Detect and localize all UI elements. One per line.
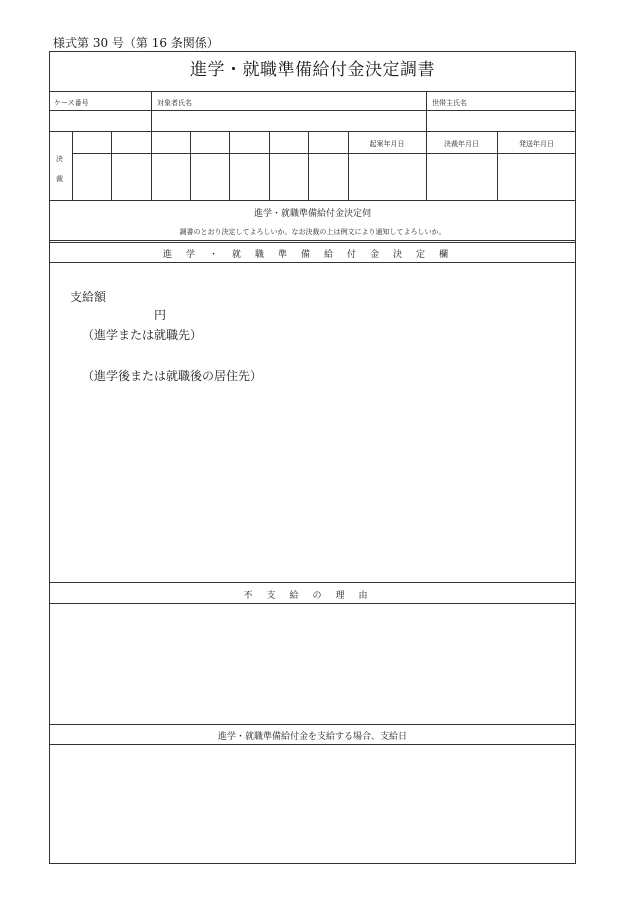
- rule-title-bottom: [49, 91, 576, 92]
- approval-col-3: [151, 131, 152, 200]
- divider-case-subject: [151, 91, 152, 131]
- payment-date-header: 進学・就職準備給付金を支給する場合、支給日: [217, 732, 407, 742]
- approval-date-label: 決裁年月日: [444, 140, 479, 148]
- destination-label: （進学または就職先）: [82, 328, 203, 342]
- rule-paydate-header-bottom: [49, 744, 576, 745]
- non-payment-reason-header: 不支給の理由: [243, 591, 382, 601]
- yen-unit: 円: [154, 308, 167, 322]
- household-head-name-label: 世帯主氏名: [432, 99, 467, 107]
- rule-header-labels-bottom: [49, 110, 576, 111]
- dispatch-date-label: 発送年月日: [519, 140, 554, 148]
- form-number-caption: 様式第 30 号（第 16 条関係）: [53, 36, 219, 50]
- rule-approval-label-bottom: [72, 153, 576, 154]
- draft-date-label: 起案年月日: [369, 140, 405, 148]
- approval-col-2: [111, 131, 112, 200]
- form-title: 進学・就職準備給付金決定調書: [190, 60, 435, 80]
- approval-col-5: [229, 131, 230, 200]
- case-number-label: ケース番号: [54, 99, 89, 107]
- rule-decision-bottom: [49, 582, 576, 583]
- rule-nonpayment-bottom: [49, 724, 576, 725]
- residence-label: （進学後または就職後の居住先）: [82, 369, 263, 383]
- approval-label-bottom: 裁: [56, 175, 63, 183]
- approval-col-7: [308, 131, 309, 200]
- rule-nonpayment-header-bottom: [49, 603, 576, 604]
- rule-inquiry-bottom-double: [49, 242, 576, 243]
- rule-inquiry-bottom: [49, 240, 576, 241]
- approval-col-4: [190, 131, 191, 200]
- subject-name-label: 対象者氏名: [157, 99, 192, 107]
- approval-label-top: 決: [56, 155, 63, 163]
- inquiry-text: 調書のとおり決定してよろしいか。なお決裁の上は例文により通知してよろしいか。: [179, 228, 446, 236]
- rule-approval-bottom: [49, 200, 576, 201]
- decision-section-header: 進学・就職準備給付金決定欄: [162, 250, 462, 260]
- approval-col-6: [269, 131, 270, 200]
- payment-amount-label: 支給額: [70, 290, 107, 304]
- inquiry-title: 進学・就職準備給付金決定伺: [253, 209, 371, 219]
- rule-decision-header-bottom: [49, 262, 576, 263]
- approval-col-1: [72, 131, 73, 200]
- divider-subject-household: [426, 91, 427, 131]
